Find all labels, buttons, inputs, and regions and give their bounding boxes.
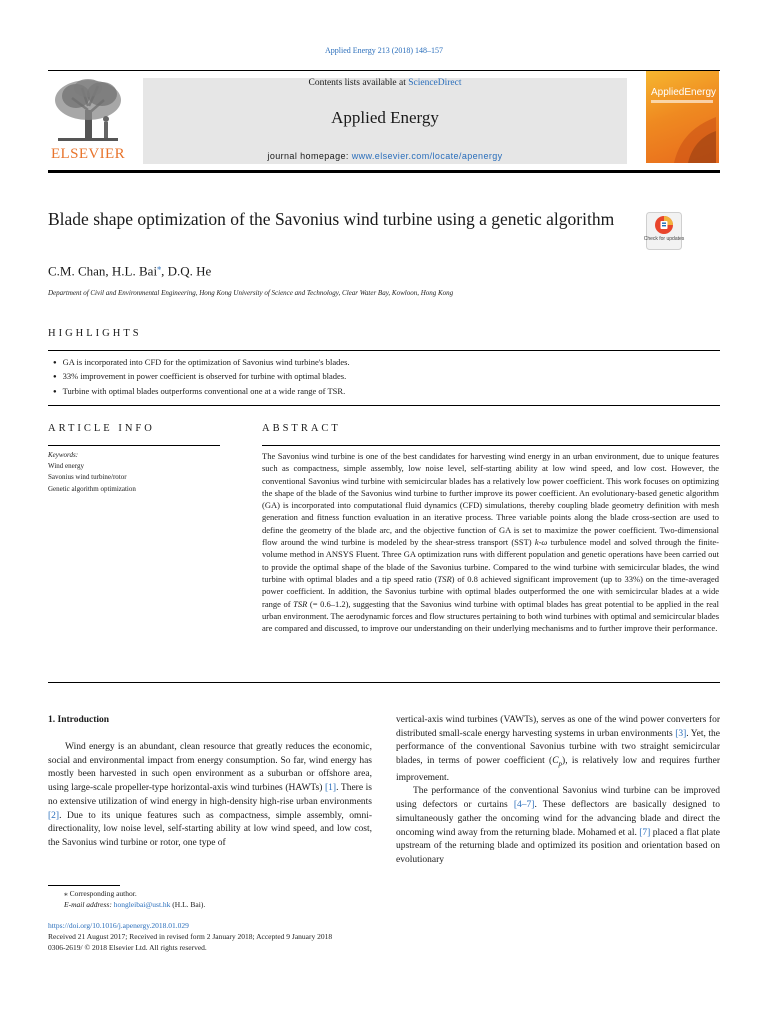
reference-link[interactable]: [1] [325,783,337,794]
email-link[interactable]: hongleibai@ust.hk [113,900,171,910]
keyword: Genetic algorithm optimization [48,484,136,493]
abstract-italic: TSR [437,573,452,584]
doi-link[interactable]: https://doi.org/10.1016/j.apenergy.2018.01.029 [48,921,189,930]
contents-prefix: Contents lists available at [308,78,409,88]
reference-link[interactable]: [3] [675,728,687,739]
abstract-italic: TSR [293,598,308,609]
cover-title: AppliedEnergy [651,87,717,98]
received-dates: Received 21 August 2017; Received in revised form 2 January 2018; Accepted 9 January 2018 [48,931,333,941]
journal-cover[interactable] [646,71,719,163]
abstract-segment: turbulence model and solved through the finite-volume method in ANSYS Fluent. Three GA optimization runs with different population and genetic operations have been carried out to provide the optimal shape of the blade of the Savonius turbine. Compared to the wind turbine with semicircular blades, the wind turbine with optimal blades and a tip speed ratio ( [262,537,719,584]
introduction-heading: 1. Introduction [48,715,110,725]
highlights-heading: HIGHLIGHTS [48,328,142,339]
abstract-heading: ABSTRACT [262,423,341,434]
crossmark-badge[interactable] [643,212,685,250]
cover-art-icon [666,107,716,163]
body-column-left [48,741,372,851]
abstract-rule [262,445,720,446]
journal-banner [143,78,627,164]
journal-name: Applied Energy [331,108,439,127]
body-paragraph [396,714,720,785]
keywords-label: Keywords: [48,451,79,459]
abstract-segment: ) of 0.8 achieved significant improvement (up to 33%) on the time-averaged power coefficient. In addition, the Savonius turbine with optimal blades outperformed the one with semicircular blades at a wide range of [262,573,720,609]
header-rule [48,70,720,71]
highlight-item: ● 33% improvement in power coefficient is observed for turbine with optimal blades. [53,370,350,384]
header-thick-rule [48,170,720,173]
email-suffix: (H.L. Bai). [170,900,206,910]
abstract-segment: The Savonius wind turbine is one of the best candidates for harvesting wind energy in an urban environment, due to unique features such as compactness, simple assembly, low noise level, self-starting ability at low wind speed, and low cost. However, the conventional Savonius wind turbine with semicircular blades has a relatively low power coefficient. This work focuses on optimizing the shape of the blade of the Savonius wind turbine to further improve its power coefficient. An evolutionary-based genetic algorithm (GA) is incorporated into computational fluid dynamics (CFD) simulations, thereby coupling blade geometry definition with mesh generation and fitness function evaluation in an iterative process. Three variable points along the blade cross-section are used to define the geometry of the blade arc, and the objective function of GA is set to maximize the power coefficient. Two-dimensional flow around the wind turbine is modeled by the shear-stress transport (SST) [262,451,719,548]
abstract-italic: k-ω [534,537,548,548]
abstract-text [262,450,719,634]
text-run: Wind energy is an abundant, clean resource that greatly reduces the economic, social and environmental impact from energy consumption. So far, wind energy has mostly been harvested in such open environment as a suburban or offshore area, using large-scale propeller-type horizontal-axis wind turbines (HAWTs) [48,742,372,794]
body-paragraph [396,785,720,867]
text-run: . These deflectors are basically designed to simultaneously gather the oncoming wind for the advancing blade and direct the oncoming wind away from the returning blade. Mohamed et al. [396,800,720,838]
footnotes [48,888,205,910]
elsevier-wordmark: ELSEVIER [50,146,126,162]
math-subscript: p [558,760,563,768]
affiliation: Department of Civil and Environmental Engineering, Hong Kong University of Science and Technology, Clear Water Bay, Kowloon, Hong Kong [48,289,454,297]
reference-link[interactable]: [2] [48,810,60,821]
email-label: E-mail address: [64,900,114,910]
author-name[interactable]: D.Q. He [167,263,212,279]
crossmark-label: Check for updates [643,236,685,242]
homepage-prefix: journal homepage: [267,151,352,161]
elsevier-logo[interactable] [48,76,128,164]
contents-line [143,78,627,88]
copyright-line: 0306-2619/ © 2018 Elsevier Ltd. All rights reserved. [48,942,207,952]
corresponding-author-note: ⁎ Corresponding author. [64,889,137,898]
text-run: . There is no extensive utilization of wind energy in high-density high-rise urban environments [48,783,372,807]
text-run: vertical-axis wind turbines (VAWTs), serves as one of the wind power converters for distributed small-scale energy harvesting systems in urban environments [396,715,720,739]
elsevier-tree-icon [52,76,124,146]
sciencedirect-link[interactable]: ScienceDirect [408,78,462,88]
reference-link[interactable]: [7] [639,827,651,838]
author-separator: , [161,263,168,279]
email-note [48,899,205,910]
math-symbol: C [552,756,559,767]
highlights-rule [48,350,720,351]
abstract-segment: (= 0.6–1.2), suggesting that the Savonius wind turbine with optimal blades has great potential to be applied in the real urban environment. The aerodynamic forces and flow structures pertaining to both wind turbines with optimal and semicircular blades are compared and discussed, to improve our understanding on their underlying mechanisms and to further improve their performance. [262,598,719,634]
author-name[interactable]: C.M. Chan [48,263,106,279]
highlight-item: ● GA is incorporated into CFD for the optimization of Savonius wind turbine's blades. [53,356,350,370]
author-separator: , [105,263,112,279]
author-list [48,263,211,279]
text-run: . Due to its unique features such as compactness, simple assembly, omni-directionality, low noise level, self-starting ability at low wind speed, and low cost, the Savonius wind turbine or rotor, one type of [48,810,372,848]
body-paragraph [48,741,372,851]
body-rule [48,682,720,683]
article-info-heading: ARTICLE INFO [48,423,155,434]
highlights-bottom-rule [48,405,720,406]
keyword: Savonius wind turbine/rotor [48,473,127,482]
text-run: . Yet, the performance of the conventional Savonius turbine with two straight semicircular blades, in terms of power coefficient ( [396,728,720,767]
publication-info [48,921,332,953]
footnote-rule [48,885,120,886]
highlights-list [53,356,350,399]
homepage-line [143,151,627,161]
highlight-item: ● Turbine with optimal blades outperforms conventional one at a wide range of TSR. [53,385,350,399]
homepage-link[interactable]: www.elsevier.com/locate/apenergy [351,151,503,161]
author-name[interactable]: H.L. Bai [111,263,158,279]
journal-citation[interactable]: Applied Energy 213 (2018) 148–157 [324,46,444,55]
keywords-block [48,450,136,495]
article-info-rule [48,445,220,446]
keyword: Wind energy [48,462,84,471]
reference-link[interactable]: [4–7] [513,800,535,811]
body-column-right [396,714,720,868]
text-run: The performance of the conventional Savonius wind turbine can be improved using defectors or curtains [396,786,720,811]
corresponding-author-mark[interactable]: ⁎ [157,263,162,272]
crossmark-icon [643,212,685,250]
cover-subtitle-bar [651,100,713,103]
text-run: ), is relatively low and requires further improvement. [396,756,720,783]
article-title: Blade shape optimization of the Savonius wind turbine using a genetic algorithm [48,209,615,229]
text-run: placed a flat plate upstream of the returning blade and optimized its position and orientation based on evolutionary [396,827,720,865]
